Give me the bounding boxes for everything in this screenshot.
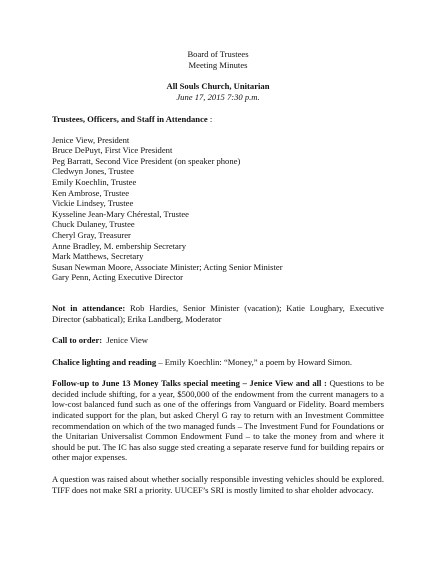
attendee: Vickie Lindsey, Trustee [52,198,134,209]
follow-up-text: Questions to be decided include shifting, for a year, $500,000 of the endowment from the current managers to a low-cost balanced fund such as one of the offerings from Vanguard or Fidelity. Board members indicated support for the plan, but asked Cheryl G ray to return with an Investment Committee recommendation on which of the two managed funds – The Investment Fund for Foundations or the Unitarian Universalist Common Endowment Fund – to take the money from and where it should be put. The IC has also sugge sted creating a separate reserve fund for building repairs or other major expenses. [52,378,385,463]
not-in-attendance-paragraph [52,303,384,324]
call-to-order-text: Jenice View [102,335,148,346]
attendee: Emily Koechlin, Trustee [52,176,137,187]
attendee: Susan Newman Moore, Associate Minister; Acting Senior Minister [52,261,283,272]
attendee: Peg Barratt, Second Vice President (on speaker phone) [52,155,241,166]
attendee: Kysseline Jean-Mary Chérestal, Trustee [52,208,189,219]
not-in-attendance-text: Rob Hardies, Senior Minister (vacation); Katie Loughary, Executive Director (sabbatical); Erika Landberg, Moderator [52,302,384,324]
chalice-label: Chalice lighting and reading [52,356,157,367]
attendance-heading [52,114,384,125]
attendee: Cledwyn Jones, Trustee [52,166,134,177]
follow-up-paragraph [52,378,384,463]
board-title: Board of Trustees [187,49,249,59]
attendance-heading-suffix: : [207,114,213,124]
church-name: All Souls Church, Unitarian [166,81,270,91]
attendee: Cheryl Gray, Treasurer [52,229,131,240]
attendee: Gary Penn, Acting Executive Director [52,272,184,283]
attendee: Jenice View, President [52,134,130,145]
attendee-list [52,135,384,283]
not-in-attendance-label: Not in attendance: [52,302,126,313]
attendee: Bruce DePuyt, First Vice President [52,145,173,156]
attendance-heading-text: Trustees, Officers, and Staff in Attendance [52,114,208,124]
call-to-order-label: Call to order: [52,335,103,346]
chalice-text: – Emily Koechlin: “Money,” a poem by Howard Simon. [156,356,353,367]
attendee: Mark Matthews, Secretary [52,251,144,262]
attendee: Anne Bradley, M. embership Secretary [52,240,187,251]
follow-up-label: Follow-up to June 13 Money Talks special meeting – Jenice View and all : [52,378,327,389]
minutes-title: Meeting Minutes [188,60,248,70]
chalice-paragraph [52,357,384,368]
sri-paragraph: A question was raised about whether socially responsible investing vehicles should be explored. TIFF does not make SRI a priority. UUCEF’s SRI is mostly limited to shar eholder advocacy. [52,474,384,495]
meeting-date: June 17, 2015 7:30 p.m. [176,92,260,102]
attendee: Chuck Dulaney, Trustee [52,219,135,230]
attendee: Ken Ambrose, Trustee [52,187,130,198]
call-to-order-paragraph [52,335,384,346]
